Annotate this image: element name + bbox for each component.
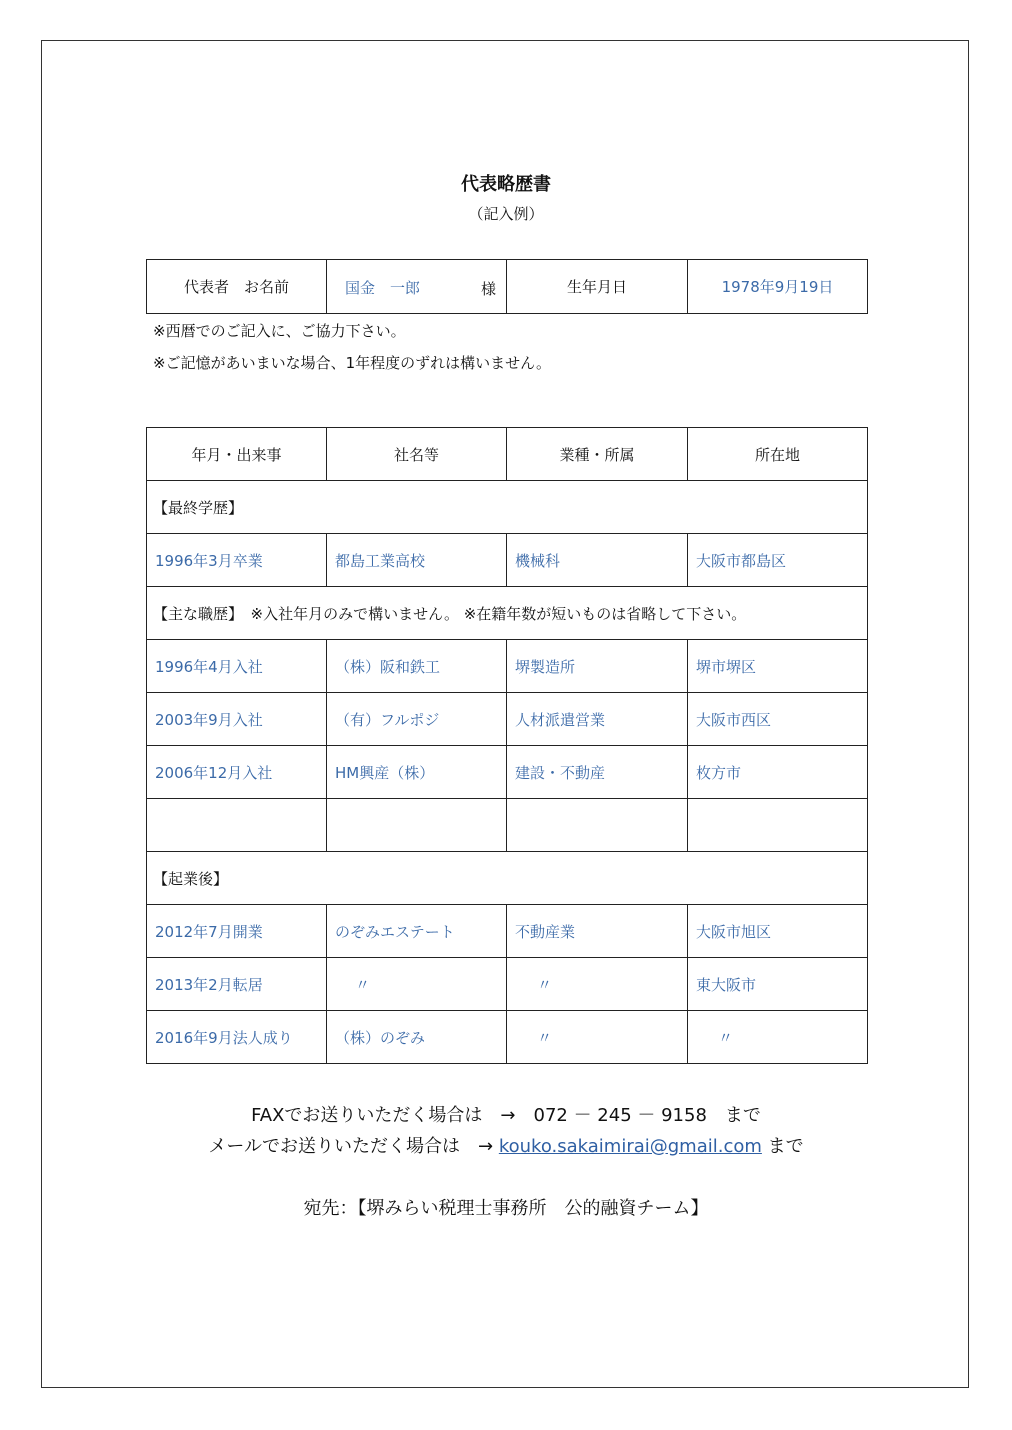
table-row bbox=[147, 693, 868, 746]
company-cell[interactable]: （有）フルポジ bbox=[327, 693, 507, 746]
table-row bbox=[147, 958, 868, 1011]
table-row bbox=[147, 905, 868, 958]
date-cell[interactable]: 2013年2月転居 bbox=[147, 958, 327, 1011]
table-row-empty bbox=[147, 799, 868, 852]
mail-instruction bbox=[0, 1132, 1012, 1158]
date-cell[interactable]: 2016年9月法人成り bbox=[147, 1011, 327, 1064]
dob-field[interactable]: 1978年9月19日 bbox=[688, 260, 868, 314]
location-cell[interactable]: 大阪市西区 bbox=[688, 693, 868, 746]
note-approximate-dates: ※ご記憶があいまいな場合、1年程度のずれは構いません。 bbox=[153, 354, 552, 372]
location-cell[interactable] bbox=[688, 799, 868, 852]
table-row bbox=[147, 534, 868, 587]
company-cell[interactable]: （株）阪和鉄工 bbox=[327, 640, 507, 693]
company-cell[interactable]: （株）のぞみ bbox=[327, 1011, 507, 1064]
location-cell[interactable]: 大阪市都島区 bbox=[688, 534, 868, 587]
column-header: 年月・出来事 bbox=[147, 428, 327, 481]
column-header: 業種・所属 bbox=[507, 428, 688, 481]
industry-cell[interactable]: 建設・不動産 bbox=[507, 746, 688, 799]
column-header: 社名等 bbox=[327, 428, 507, 481]
section-after-founding: 【起業後】 bbox=[147, 852, 868, 905]
company-cell[interactable]: 〃 bbox=[327, 958, 507, 1011]
location-cell[interactable]: 東大阪市 bbox=[688, 958, 868, 1011]
industry-cell[interactable]: 不動産業 bbox=[507, 905, 688, 958]
table-row bbox=[147, 640, 868, 693]
name-field[interactable] bbox=[327, 260, 507, 314]
date-cell[interactable]: 1996年3月卒業 bbox=[147, 534, 327, 587]
note-western-calendar: ※西暦でのご記入に、ご協力下さい。 bbox=[153, 322, 406, 340]
table-row bbox=[147, 746, 868, 799]
industry-cell[interactable]: 堺製造所 bbox=[507, 640, 688, 693]
company-cell[interactable]: HM興産（株） bbox=[327, 746, 507, 799]
mail-suffix: まで bbox=[767, 1136, 804, 1157]
industry-cell[interactable]: 〃 bbox=[507, 1011, 688, 1064]
location-cell[interactable]: 堺市堺区 bbox=[688, 640, 868, 693]
date-cell[interactable] bbox=[147, 799, 327, 852]
representative-info-table bbox=[146, 259, 868, 314]
date-cell[interactable]: 2006年12月入社 bbox=[147, 746, 327, 799]
page-title: 代表略歴書 bbox=[461, 174, 551, 195]
date-cell[interactable]: 2012年7月開業 bbox=[147, 905, 327, 958]
company-cell[interactable]: 都島工業高校 bbox=[327, 534, 507, 587]
table-header-row bbox=[147, 428, 868, 481]
company-cell[interactable]: のぞみエステート bbox=[327, 905, 507, 958]
email-link[interactable]: kouko.sakaimirai@gmail.com bbox=[498, 1136, 762, 1157]
section-education: 【最終学歴】 bbox=[147, 481, 868, 534]
mail-prefix: メールでお送りいただく場合は → bbox=[208, 1136, 494, 1157]
industry-cell[interactable] bbox=[507, 799, 688, 852]
date-cell[interactable]: 2003年9月入社 bbox=[147, 693, 327, 746]
name-label: 代表者 お名前 bbox=[147, 260, 327, 314]
industry-cell[interactable]: 〃 bbox=[507, 958, 688, 1011]
industry-cell[interactable]: 機械科 bbox=[507, 534, 688, 587]
fax-instruction: FAXでお送りいただく場合は → 072 － 245 － 9158 まで bbox=[251, 1105, 761, 1126]
industry-cell[interactable]: 人材派遣営業 bbox=[507, 693, 688, 746]
location-cell[interactable]: 〃 bbox=[688, 1011, 868, 1064]
dob-label: 生年月日 bbox=[507, 260, 688, 314]
section-career: 【主な職歴】 ※入社年月のみで構いません。 ※在籍年数が短いものは省略して下さい。 bbox=[147, 587, 868, 640]
location-cell[interactable]: 大阪市旭区 bbox=[688, 905, 868, 958]
location-cell[interactable]: 枚方市 bbox=[688, 746, 868, 799]
addressee: 宛先：【堺みらい税理士事務所 公的融資チーム】 bbox=[303, 1198, 709, 1219]
name-value: 国金 一郎 bbox=[345, 279, 421, 297]
column-header: 所在地 bbox=[688, 428, 868, 481]
history-table bbox=[146, 427, 868, 1064]
company-cell[interactable] bbox=[327, 799, 507, 852]
table-row bbox=[147, 1011, 868, 1064]
page-subtitle: （記入例） bbox=[468, 205, 544, 223]
name-suffix: 様 bbox=[480, 280, 496, 298]
date-cell[interactable]: 1996年4月入社 bbox=[147, 640, 327, 693]
